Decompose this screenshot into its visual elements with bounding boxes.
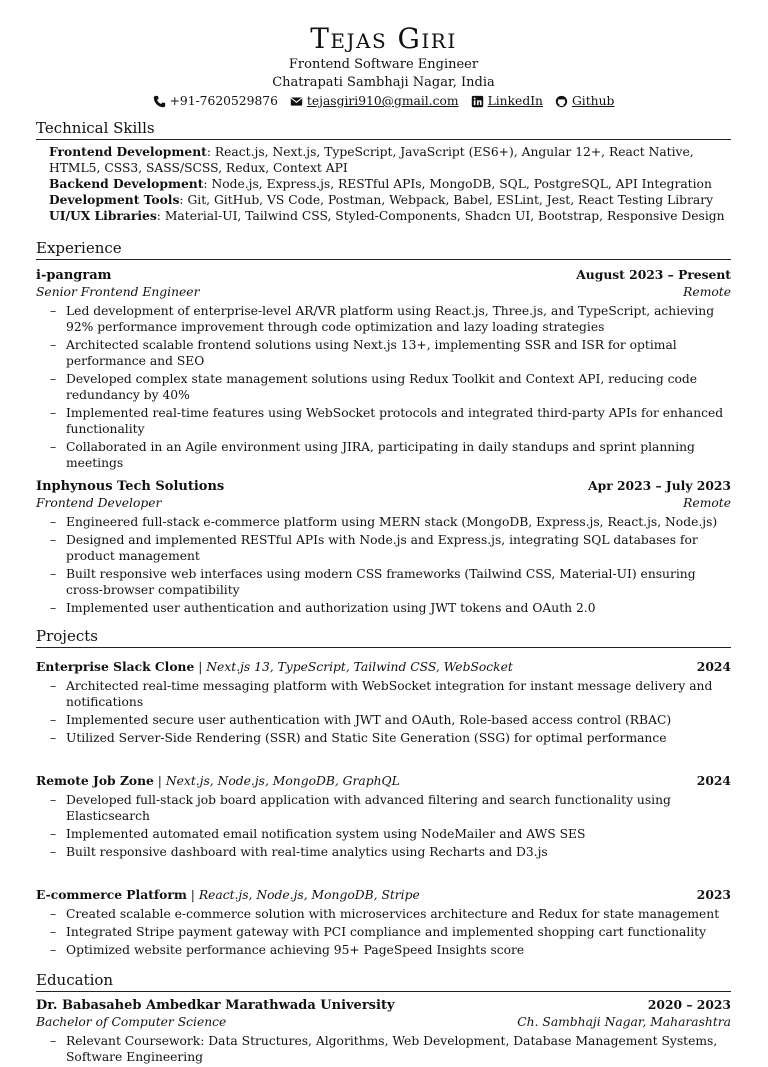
job-dates: Apr 2023 – July 2023 (588, 478, 731, 493)
project-bullets (36, 678, 731, 746)
list-item: – Collaborated in an Agile environment using JIRA, participating in daily standups and sprint planning meetings (66, 439, 731, 471)
school-name: Dr. Babasaheb Ambedkar Marathwada University (36, 998, 395, 1013)
location: Chatrapati Sambhaji Nagar, India (272, 75, 495, 90)
project-year: 2024 (696, 773, 731, 788)
skill-line (49, 176, 731, 192)
project-separator: | (153, 774, 166, 788)
skill-value: : Node.js, Express.js, RESTful APIs, MongoDB, SQL, PostgreSQL, API Integration (203, 177, 712, 191)
envelope-icon (290, 95, 303, 108)
list-item: – Engineered full-stack e-commerce platform using MERN stack (MongoDB, Express.js, React.js, Node.js) (66, 514, 731, 530)
list-item: – Developed full-stack job board application with advanced filtering and search functionality using Elasticsearch (66, 792, 731, 824)
job-title: Frontend Software Engineer (288, 57, 479, 72)
project-tech: React.js, Node.js, MongoDB, Stripe (198, 888, 420, 902)
job-subheader-row (36, 284, 731, 301)
list-item: – Led development of enterprise-level AR/VR platform using React.js, Three.js, and TypeScript, achieving 92% performance improvement through code optimization and lazy loading strategies (66, 303, 731, 335)
list-item: – Architected scalable frontend solutions using Next.js 13+, implementing SSR and ISR for optimal performance and SEO (66, 337, 731, 369)
list-item: – Utilized Server-Side Rendering (SSR) and Static Site Generation (SSG) for optimal performance (66, 730, 731, 746)
job-dates: August 2023 – Present (576, 267, 731, 282)
list-item: – Implemented real-time features using WebSocket protocols and integrated third-party APIs for enhanced functionality (66, 405, 731, 437)
phone-number: +91-7620529876 (169, 94, 278, 108)
project-header-row (36, 886, 731, 904)
job-header-row (36, 266, 731, 284)
skill-label: UI/UX Libraries (49, 208, 157, 223)
skill-value: : Material-UI, Tailwind CSS, Styled-Components, Shadcn UI, Bootstrap, Responsive Design (156, 209, 725, 223)
section-heading-education: Education (36, 970, 731, 992)
list-item: – Designed and implemented RESTful APIs with Node.js and Express.js, integrating SQL databases for product management (66, 532, 731, 564)
phone-icon (153, 95, 166, 108)
email-contact[interactable] (290, 92, 459, 110)
company-name: Inphynous Tech Solutions (36, 479, 225, 494)
skill-line (49, 208, 731, 224)
project-title: Remote Job Zone (36, 773, 154, 788)
project-separator: | (186, 888, 199, 902)
list-item: – Integrated Stripe payment gateway with PCI compliance and implemented shopping cart functionality (66, 924, 731, 940)
job-role: Senior Frontend Engineer (36, 285, 200, 299)
project-header-row (36, 772, 731, 790)
project-header-row (36, 658, 731, 676)
project-bullets (36, 906, 731, 958)
list-item: – Built responsive web interfaces using modern CSS frameworks (Tailwind CSS, Material-UI) ensuring cross-browser compatibility (66, 566, 731, 598)
list-item: – Built responsive dashboard with real-time analytics using Recharts and D3.js (66, 844, 731, 860)
project-tech: Next.js, Node.js, MongoDB, GraphQL (165, 774, 400, 788)
skills-list (49, 144, 731, 224)
education-bullets (36, 1033, 731, 1065)
project-bullets (36, 792, 731, 860)
education-header-row (36, 996, 731, 1014)
project-year: 2024 (696, 659, 731, 674)
linkedin-contact[interactable] (471, 92, 543, 110)
job-header-row (36, 477, 731, 495)
skill-label: Backend Development (49, 176, 204, 191)
list-item: – Implemented automated email notification system using NodeMailer and AWS SES (66, 826, 731, 842)
project-heading (36, 886, 420, 904)
project-entry (36, 886, 731, 958)
project-heading (36, 772, 400, 790)
list-item: – Relevant Coursework: Data Structures, Algorithms, Web Development, Database Management Systems, Software Engineering (66, 1033, 731, 1065)
job-role: Frontend Developer (36, 496, 162, 510)
list-item: – Architected real-time messaging platform with WebSocket integration for instant message delivery and notifications (66, 678, 731, 710)
job-location: Remote (683, 285, 731, 299)
linkedin-link[interactable]: LinkedIn (487, 94, 543, 108)
linkedin-icon (471, 95, 484, 108)
list-item: – Optimized website performance achieving 95+ PageSpeed Insights score (66, 942, 731, 958)
project-separator: | (194, 660, 207, 674)
project-title: E-commerce Platform (36, 887, 187, 902)
list-item: – Implemented secure user authentication with JWT and OAuth, Role-based access control (RBAC) (66, 712, 731, 728)
project-tech: Next.js 13, TypeScript, Tailwind CSS, WebSocket (206, 660, 513, 674)
email-link[interactable]: tejasgiri910@gmail.com (306, 94, 459, 108)
skill-value: : Git, GitHub, VS Code, Postman, Webpack, Babel, ESLint, Jest, React Testing Library (179, 193, 714, 207)
github-contact[interactable] (555, 92, 614, 110)
skill-value: : React.js, Next.js, TypeScript, JavaScript (ES6+), Angular 12+, React Native, HTML5, CSS3, SASS/SCSS, Redux, Context API (49, 145, 694, 175)
list-item: – Developed complex state management solutions using Redux Toolkit and Context API, reducing code redundancy by 40% (66, 371, 731, 403)
job-bullets (36, 303, 731, 471)
education-dates: 2020 – 2023 (647, 997, 731, 1012)
job-subheader-row (36, 495, 731, 512)
resume-page (36, 20, 731, 1067)
skill-line (49, 192, 731, 208)
project-year: 2023 (696, 887, 731, 902)
job-location: Remote (683, 496, 731, 510)
resume-header (36, 22, 731, 110)
project-entry (36, 658, 731, 746)
skill-line (49, 144, 731, 176)
section-heading-experience: Experience (36, 238, 731, 260)
education-subheader-row (36, 1014, 731, 1031)
job-bullets (36, 514, 731, 616)
degree: Bachelor of Computer Science (36, 1015, 227, 1029)
skill-label: Frontend Development (49, 144, 207, 159)
section-heading-projects: Projects (36, 626, 731, 648)
education-location: Ch. Sambhaji Nagar, Maharashtra (517, 1015, 731, 1029)
list-item: – Implemented user authentication and authorization using JWT tokens and OAuth 2.0 (66, 600, 731, 616)
candidate-name: Tejas Giri (310, 22, 457, 55)
github-icon (555, 95, 568, 108)
list-item: – Created scalable e-commerce solution with microservices architecture and Redux for state management (66, 906, 731, 922)
github-link[interactable]: Github (571, 94, 615, 108)
education-entry (36, 996, 731, 1065)
job-entry (36, 266, 731, 471)
project-heading (36, 658, 513, 676)
project-title: Enterprise Slack Clone (36, 659, 195, 674)
company-name: i-pangram (36, 268, 112, 283)
phone-contact[interactable] (153, 92, 278, 110)
skill-label: Development Tools (49, 192, 180, 207)
project-entry (36, 772, 731, 860)
job-entry (36, 477, 731, 616)
contact-row (36, 92, 731, 110)
section-heading-skills: Technical Skills (36, 118, 731, 140)
